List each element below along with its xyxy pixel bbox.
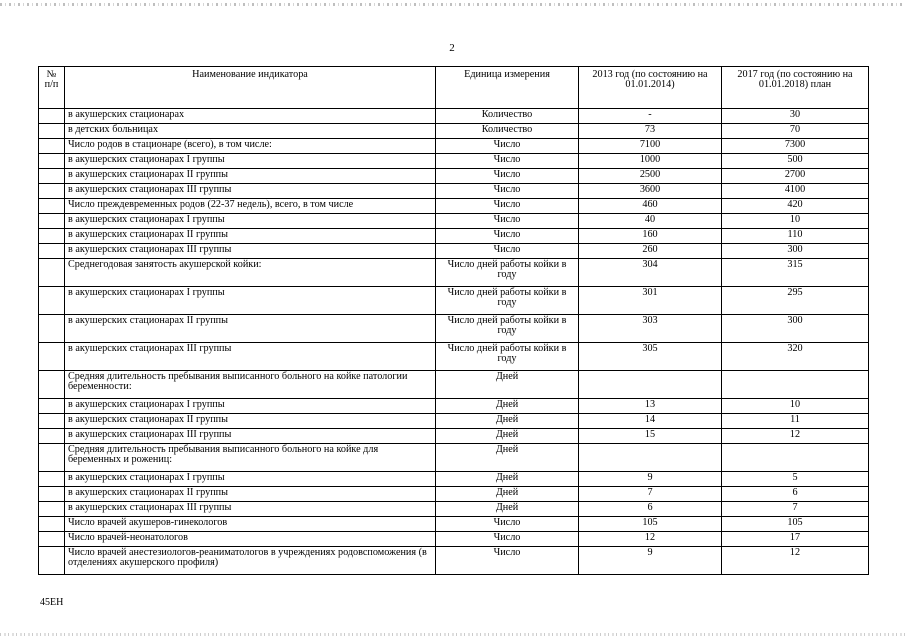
- indicator-name-cell: Число врачей акушеров-гинекологов: [65, 517, 436, 532]
- row-number: [39, 444, 65, 472]
- value-2013-cell: 303: [579, 315, 722, 343]
- row-number: [39, 169, 65, 184]
- header-indicator-name: Наименование индикатора: [65, 67, 436, 109]
- unit-cell: Число: [436, 244, 579, 259]
- indicator-name-cell: в акушерских стационарах III группы: [65, 429, 436, 444]
- indicator-name-cell: в акушерских стационарах III группы: [65, 244, 436, 259]
- row-number: [39, 547, 65, 575]
- value-2017-cell: 30: [722, 109, 869, 124]
- table-row: [39, 287, 869, 315]
- indicator-name-cell: Среднегодовая занятость акушерской койки:: [65, 259, 436, 287]
- indicator-name-cell: в акушерских стационарах II группы: [65, 414, 436, 429]
- value-2013-cell: 260: [579, 244, 722, 259]
- unit-cell: Дней: [436, 371, 579, 399]
- scan-artifact-top: [0, 3, 905, 6]
- unit-cell: Число: [436, 532, 579, 547]
- indicator-name-cell: в акушерских стационарах I группы: [65, 399, 436, 414]
- row-number: [39, 429, 65, 444]
- header-2013: 2013 год (по состоянию на 01.01.2014): [579, 67, 722, 109]
- table-row: [39, 371, 869, 399]
- value-2013-cell: 301: [579, 287, 722, 315]
- indicator-name-cell: в детских больницах: [65, 124, 436, 139]
- value-2013-cell: 304: [579, 259, 722, 287]
- indicator-name-cell: в акушерских стационарах I группы: [65, 472, 436, 487]
- value-2017-cell: 7300: [722, 139, 869, 154]
- indicator-name-cell: в акушерских стационарах I группы: [65, 154, 436, 169]
- unit-cell: Дней: [436, 399, 579, 414]
- value-2013-cell: 2500: [579, 169, 722, 184]
- indicator-name-cell: в акушерских стационарах I группы: [65, 287, 436, 315]
- value-2013-cell: 9: [579, 547, 722, 575]
- value-2017-cell: 6: [722, 487, 869, 502]
- row-number: [39, 244, 65, 259]
- table-row: [39, 259, 869, 287]
- indicator-name-cell: в акушерских стационарах III группы: [65, 502, 436, 517]
- row-number: [39, 517, 65, 532]
- value-2013-cell: 160: [579, 229, 722, 244]
- table-row: [39, 399, 869, 414]
- value-2017-cell: 420: [722, 199, 869, 214]
- footer-code: 45ЕН: [40, 597, 64, 608]
- table-row: [39, 214, 869, 229]
- value-2013-cell: 12: [579, 532, 722, 547]
- value-2017-cell: 4100: [722, 184, 869, 199]
- unit-cell: Дней: [436, 502, 579, 517]
- value-2013-cell: 3600: [579, 184, 722, 199]
- indicator-name-cell: Число преждевременных родов (22-37 недель), всего, в том числе: [65, 199, 436, 214]
- table-header-row: [39, 67, 869, 109]
- value-2017-cell: 7: [722, 502, 869, 517]
- table-row: [39, 199, 869, 214]
- row-number: [39, 214, 65, 229]
- unit-cell: Число дней работы койки в году: [436, 315, 579, 343]
- unit-cell: Число: [436, 547, 579, 575]
- value-2013-cell: 9: [579, 472, 722, 487]
- value-2017-cell: 5: [722, 472, 869, 487]
- indicator-name-cell: Число врачей-неонатологов: [65, 532, 436, 547]
- value-2017-cell: 12: [722, 547, 869, 575]
- value-2013-cell: 40: [579, 214, 722, 229]
- indicator-name-cell: в акушерских стационарах I группы: [65, 214, 436, 229]
- row-number: [39, 487, 65, 502]
- value-2013-cell: 6: [579, 502, 722, 517]
- table-row: [39, 547, 869, 575]
- row-number: [39, 371, 65, 399]
- value-2017-cell: 300: [722, 315, 869, 343]
- unit-cell: Число: [436, 139, 579, 154]
- value-2017-cell: 10: [722, 214, 869, 229]
- indicator-name-cell: в акушерских стационарах: [65, 109, 436, 124]
- value-2013-cell: [579, 444, 722, 472]
- unit-cell: Число дней работы койки в году: [436, 287, 579, 315]
- unit-cell: Число: [436, 214, 579, 229]
- table-row: [39, 429, 869, 444]
- value-2013-cell: 1000: [579, 154, 722, 169]
- table-row: [39, 124, 869, 139]
- table-row: [39, 169, 869, 184]
- unit-cell: Количество: [436, 124, 579, 139]
- value-2013-cell: 7100: [579, 139, 722, 154]
- value-2013-cell: [579, 371, 722, 399]
- header-number: № п/п: [39, 67, 65, 109]
- indicator-name-cell: в акушерских стационарах II группы: [65, 315, 436, 343]
- value-2013-cell: 73: [579, 124, 722, 139]
- value-2017-cell: 11: [722, 414, 869, 429]
- table-row: [39, 517, 869, 532]
- page-number: 2: [449, 42, 455, 54]
- value-2017-cell: [722, 444, 869, 472]
- indicator-name-cell: в акушерских стационарах III группы: [65, 343, 436, 371]
- value-2017-cell: 2700: [722, 169, 869, 184]
- row-number: [39, 414, 65, 429]
- row-number: [39, 184, 65, 199]
- row-number: [39, 343, 65, 371]
- row-number: [39, 399, 65, 414]
- value-2013-cell: -: [579, 109, 722, 124]
- scan-artifact-bottom: [0, 633, 905, 636]
- value-2017-cell: 300: [722, 244, 869, 259]
- table-row: [39, 502, 869, 517]
- unit-cell: Дней: [436, 429, 579, 444]
- table-row: [39, 184, 869, 199]
- value-2013-cell: 14: [579, 414, 722, 429]
- table-row: [39, 315, 869, 343]
- row-number: [39, 229, 65, 244]
- table-row: [39, 414, 869, 429]
- value-2017-cell: [722, 371, 869, 399]
- row-number: [39, 472, 65, 487]
- unit-cell: Количество: [436, 109, 579, 124]
- table-row: [39, 109, 869, 124]
- value-2017-cell: 295: [722, 287, 869, 315]
- unit-cell: Число: [436, 169, 579, 184]
- value-2017-cell: 12: [722, 429, 869, 444]
- indicator-name-cell: в акушерских стационарах II группы: [65, 487, 436, 502]
- table-row: [39, 244, 869, 259]
- row-number: [39, 287, 65, 315]
- value-2013-cell: 105: [579, 517, 722, 532]
- row-number: [39, 532, 65, 547]
- table-row: [39, 444, 869, 472]
- indicator-name-cell: в акушерских стационарах III группы: [65, 184, 436, 199]
- row-number: [39, 502, 65, 517]
- unit-cell: Число дней работы койки в году: [436, 343, 579, 371]
- row-number: [39, 315, 65, 343]
- row-number: [39, 199, 65, 214]
- table-row: [39, 472, 869, 487]
- value-2017-cell: 110: [722, 229, 869, 244]
- table-row: [39, 487, 869, 502]
- table-row: [39, 139, 869, 154]
- unit-cell: Дней: [436, 414, 579, 429]
- value-2017-cell: 500: [722, 154, 869, 169]
- header-unit: Единица измерения: [436, 67, 579, 109]
- unit-cell: Дней: [436, 487, 579, 502]
- row-number: [39, 154, 65, 169]
- indicator-name-cell: Средняя длительность пребывания выписанного больного на койке патологии беременности:: [65, 371, 436, 399]
- row-number: [39, 109, 65, 124]
- unit-cell: Число: [436, 184, 579, 199]
- value-2017-cell: 17: [722, 532, 869, 547]
- unit-cell: Число: [436, 229, 579, 244]
- value-2013-cell: 15: [579, 429, 722, 444]
- indicators-table: [38, 66, 869, 575]
- indicator-name-cell: в акушерских стационарах II группы: [65, 169, 436, 184]
- value-2017-cell: 10: [722, 399, 869, 414]
- row-number: [39, 139, 65, 154]
- table-body: [39, 109, 869, 575]
- row-number: [39, 259, 65, 287]
- indicator-name-cell: Число родов в стационаре (всего), в том числе:: [65, 139, 436, 154]
- indicator-name-cell: в акушерских стационарах II группы: [65, 229, 436, 244]
- value-2017-cell: 70: [722, 124, 869, 139]
- value-2013-cell: 13: [579, 399, 722, 414]
- value-2013-cell: 7: [579, 487, 722, 502]
- value-2013-cell: 460: [579, 199, 722, 214]
- value-2013-cell: 305: [579, 343, 722, 371]
- indicator-name-cell: Число врачей анестезиологов-реаниматологов в учреждениях родовспоможения (в отделениях акушерского профиля): [65, 547, 436, 575]
- table-row: [39, 154, 869, 169]
- unit-cell: Число: [436, 154, 579, 169]
- header-2017-plan: 2017 год (по состоянию на 01.01.2018) план: [722, 67, 869, 109]
- value-2017-cell: 105: [722, 517, 869, 532]
- table-row: [39, 229, 869, 244]
- row-number: [39, 124, 65, 139]
- unit-cell: Дней: [436, 444, 579, 472]
- indicator-name-cell: Средняя длительность пребывания выписанного больного на койке для беременных и рожениц:: [65, 444, 436, 472]
- unit-cell: Число: [436, 517, 579, 532]
- table-row: [39, 532, 869, 547]
- unit-cell: Число: [436, 199, 579, 214]
- unit-cell: Дней: [436, 472, 579, 487]
- value-2017-cell: 315: [722, 259, 869, 287]
- unit-cell: Число дней работы койки в году: [436, 259, 579, 287]
- value-2017-cell: 320: [722, 343, 869, 371]
- table-row: [39, 343, 869, 371]
